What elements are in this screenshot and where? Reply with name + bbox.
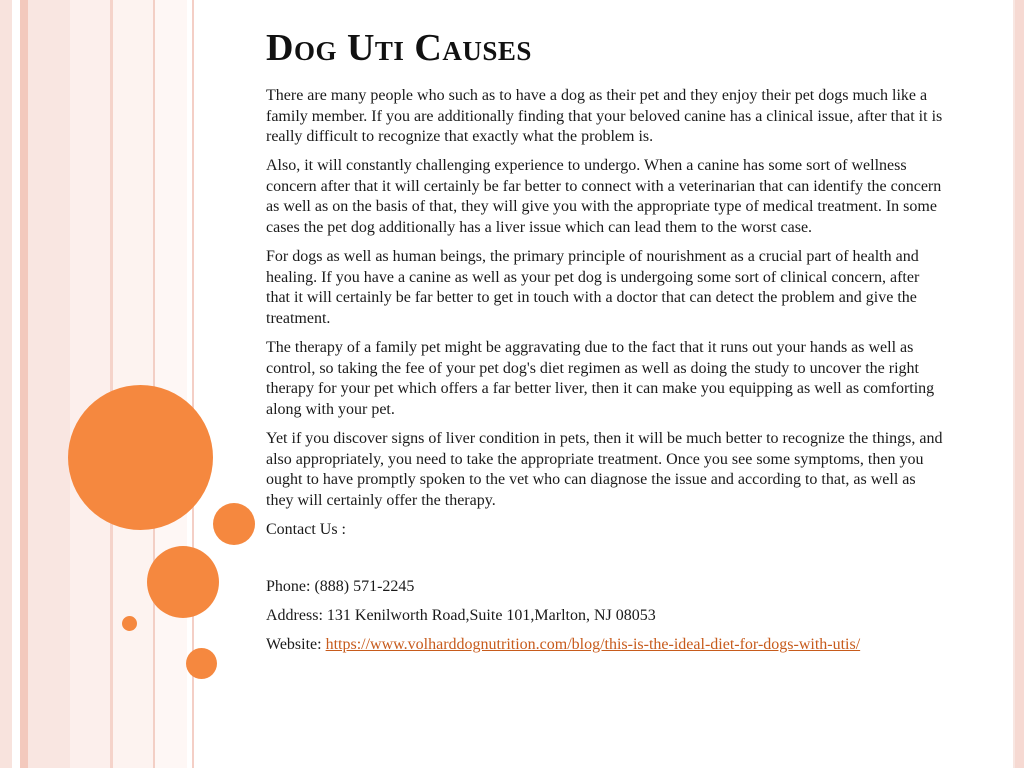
slide-content xyxy=(266,86,946,664)
decorative-dot xyxy=(122,616,137,631)
paragraph: There are many people who such as to have a dog as their pet and they enjoy their pet dogs much like a family member. If you are additionally finding that your beloved canine has a clinical issue, after that it is really difficult to recognize that exactly what the problem is. xyxy=(266,87,943,146)
page-title: Dog Uti Causes xyxy=(266,27,532,69)
website-line xyxy=(266,635,946,656)
website-label: Website: xyxy=(266,636,326,654)
stripe xyxy=(28,0,70,768)
decorative-circle-large xyxy=(68,385,213,530)
stripe xyxy=(0,0,12,768)
decorative-stripes xyxy=(0,0,200,768)
stripe xyxy=(70,0,110,768)
contact-label: Contact Us : xyxy=(266,520,346,538)
spacer xyxy=(266,549,946,577)
decorative-circle-small xyxy=(186,648,217,679)
stripe xyxy=(113,0,153,768)
decorative-circle-medium xyxy=(147,546,219,618)
stripe xyxy=(155,0,187,768)
website-link[interactable]: https://www.volharddognutrition.com/blog/this-is-the-ideal-diet-for-dogs-with-utis/ xyxy=(325,636,861,654)
right-stripe xyxy=(1015,0,1024,768)
decorative-circle-small xyxy=(213,503,255,545)
phone-line: Phone: (888) 571-2245 xyxy=(266,577,415,595)
stripe xyxy=(20,0,28,768)
paragraph: Yet if you discover signs of liver condition in pets, then it will be much better to recognize the things, and also appropriately, you need to take the appropriate treatment. Once you see some symptoms, then you ought to have promptly spoken to the vet who can diagnose the issue and according to that, as well as they will certainly offer the therapy. xyxy=(266,429,943,509)
paragraph: The therapy of a family pet might be aggravating due to the fact that it runs out your hands as well as control, so taking the fee of your pet dog's diet regimen as well as doing the study to uncover the right therapy for your pet which offers a far better liver, then it can make you equipping as well as comforting along with your pet. xyxy=(266,339,935,418)
address-line: Address: 131 Kenilworth Road,Suite 101,Marlton, NJ 08053 xyxy=(266,606,656,624)
paragraph: Also, it will constantly challenging experience to undergo. When a canine has some sort of wellness concern after that it will certainly be far better to connect with a veterinarian that can identify the concern as well as on the basis of that, they will give you with the appropriate type of medical treatment. In some cases the pet dog additionally has a liver issue which can lead them to the worst case. xyxy=(266,157,942,237)
paragraph: For dogs as well as human beings, the primary principle of nourishment as a crucial part of health and healing. If you have a canine as well as your pet dog is undergoing some sort of clinical concern, after that it will certainly be far better to get in touch with a doctor that can detect the problem and give the treatment. xyxy=(266,248,920,327)
